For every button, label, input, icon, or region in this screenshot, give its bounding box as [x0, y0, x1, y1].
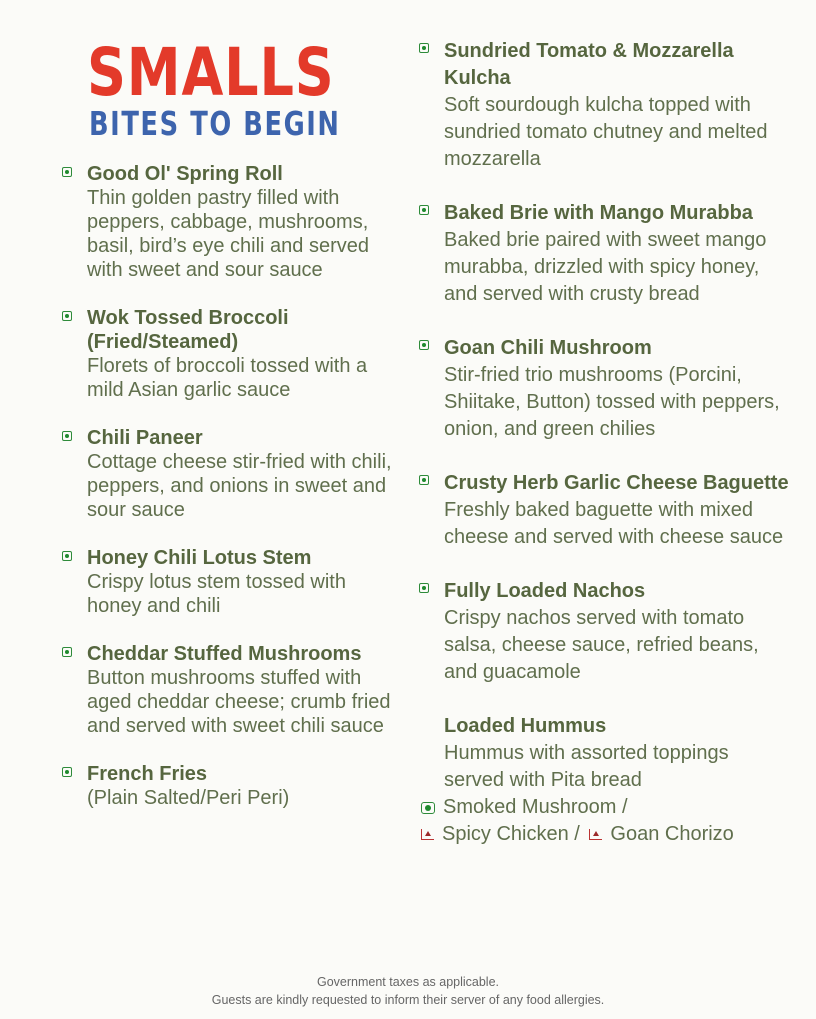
menu-item: [62, 162, 392, 282]
item-description: Stir-fried trio mushrooms (Porcini, Shiitake, Button) tossed with peppers, onion, and green chilies: [444, 364, 780, 440]
item-name: Good Ol' Spring Roll: [87, 163, 283, 185]
hummus-option-veg: Smoked Mushroom /: [421, 794, 789, 821]
veg-icon: [419, 205, 429, 215]
veg-icon: [62, 647, 72, 657]
item-description: Crispy lotus stem tossed with honey and chili: [87, 571, 346, 617]
allergy-note: Guests are kindly requested to inform their server of any food allergies.: [211, 993, 605, 1007]
veg-icon: [421, 802, 435, 814]
veg-icon: [419, 475, 429, 485]
veg-icon: [62, 767, 72, 777]
veg-icon: [419, 43, 429, 53]
veg-icon: [62, 311, 72, 321]
item-description: Crispy nachos served with tomato salsa, cheese sauce, refried beans, and guacamole: [444, 607, 759, 683]
item-name: French Fries: [87, 763, 208, 785]
nonveg-icon: [589, 829, 602, 840]
item-description: Thin golden pastry filled with peppers, cabbage, mushrooms, basil, bird’s eye chili and served with sweet and sour sauce: [87, 187, 370, 281]
nonveg-icon: [421, 829, 434, 840]
item-name: Wok Tossed Broccoli (Fried/Steamed): [87, 307, 289, 353]
item-description: Button mushrooms stuffed with aged cheddar cheese; crumb fried and served with sweet chili sauce: [87, 667, 391, 737]
item-name: Cheddar Stuffed Mushrooms: [87, 643, 362, 665]
hummus-option-nonveg: Spicy Chicken / Goan Chorizo: [421, 821, 789, 848]
item-description: Freshly baked baguette with mixed cheese and served with cheese sauce: [444, 499, 784, 548]
menu-item: [419, 470, 789, 551]
menu-item: [419, 713, 789, 848]
menu-item: [419, 200, 789, 308]
item-description: Cottage cheese stir-fried with chili, peppers, and onions in sweet and sour sauce: [87, 451, 392, 521]
veg-icon: [62, 551, 72, 561]
item-description: Baked brie paired with sweet mango murabba, drizzled with spicy honey, and served with crusty bread: [444, 229, 767, 305]
footer: [0, 973, 816, 1009]
menu-item: [419, 38, 789, 173]
left-column: [62, 162, 392, 810]
item-name: Sundried Tomato & Mozzarella Kulcha: [444, 40, 734, 89]
item-name: Chili Paneer: [87, 427, 203, 449]
item-name: Honey Chili Lotus Stem: [87, 547, 312, 569]
veg-icon: [62, 167, 72, 177]
item-name: Baked Brie with Mango Murabba: [444, 202, 753, 224]
veg-icon: [419, 583, 429, 593]
menu-item: [419, 335, 789, 443]
menu-item: [419, 578, 789, 686]
item-description: Soft sourdough kulcha topped with sundried tomato chutney and melted mozzarella: [444, 94, 768, 170]
item-description: Florets of broccoli tossed with a mild Asian garlic sauce: [87, 355, 368, 401]
menu-item: [62, 426, 392, 522]
veg-icon: [62, 431, 72, 441]
right-column: [419, 38, 789, 848]
menu-subtitle: BITES TO BEGIN: [89, 104, 341, 143]
menu-item: [62, 642, 392, 738]
veg-icon: [419, 340, 429, 350]
item-description: (Plain Salted/Peri Peri): [87, 787, 290, 809]
item-name: Goan Chili Mushroom: [444, 337, 652, 359]
menu-title: SMALLS: [87, 34, 335, 111]
item-name: Fully Loaded Nachos: [444, 580, 646, 602]
item-name: Crusty Herb Garlic Cheese Baguette: [444, 472, 789, 494]
menu-item: [62, 546, 392, 618]
item-description: Hummus with assorted toppings served with Pita bread: [444, 742, 729, 791]
menu-item: [62, 762, 392, 810]
item-name: Loaded Hummus: [444, 715, 607, 737]
menu-item: [62, 306, 392, 402]
tax-note: Government taxes as applicable.: [316, 975, 500, 989]
